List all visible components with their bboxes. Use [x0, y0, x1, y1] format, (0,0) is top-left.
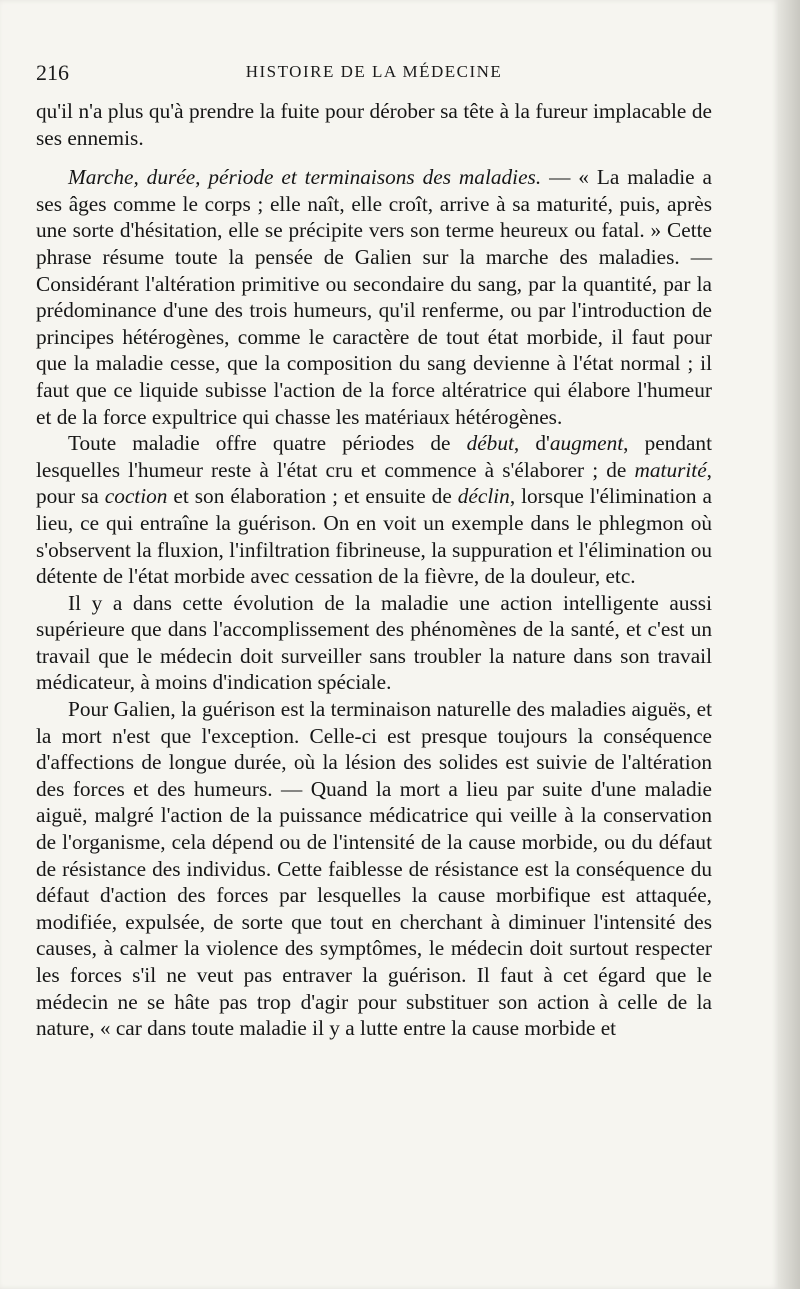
text-run: et son élaboration ; et ensuite de [167, 484, 458, 509]
paragraph-continuation: qu'il n'a plus qu'à prendre la fuite pour dérober sa tête à la fureur implacable de ses ennemis. [36, 99, 712, 150]
paragraph-evolution: Il y a dans cette évolution de la maladie une action intelligente aussi supérieure que dans l'accomplissement des phénomènes de la santé, et c'est un travail que le médecin doit surveiller sans troubler la nature dans son travail médicateur, à moins d'indication spéciale. [36, 590, 712, 695]
page-edge [778, 0, 800, 1289]
running-title: HISTOIRE DE LA MÉDECINE [245, 62, 503, 81]
page-header [36, 60, 712, 90]
paragraph-marche [36, 164, 712, 430]
page-number: 216 [36, 60, 69, 85]
body-text [36, 98, 712, 1042]
text-run: , pendant lesquelles l'humeur reste à l'état cru et commence à s'élaborer ; de [36, 431, 712, 482]
paragraph-galien: Pour Galien, la guérison est la terminaison naturelle des maladies aiguës, et la mort n'est que l'exception. Celle-ci est presque toujours la conséquence d'affections de longue durée, où la lésion des solides est suivie de l'altération des forces et des humeurs. — Quand la mort a lieu par suite d'une maladie aiguë, malgré l'action de la puissance médicatrice qui veille à la conservation de l'organisme, cela dépend ou de l'intensité de la cause morbide, ou du défaut de résistance des individus. Cette faiblesse de résistance est la conséquence du défaut d'action des forces par lesquelles la cause morbifique est attaquée, modifiée, expulsée, de sorte que tout en cherchant à diminuer l'intensité des causes, à calmer la violence des symptômes, le médecin doit surtout respecter les forces s'il ne veut pas entraver la guérison. Il faut à cet égard que le médecin ne se hâte pas trop d'agir pour substituer son action à celle de la nature, « car dans toute maladie il y a lutte entre la cause morbide et [36, 697, 712, 1041]
text-run: , d' [513, 431, 550, 456]
text-run: Toute maladie offre quatre périodes de [68, 431, 467, 456]
text-run: , lorsque l'élimination a lieu, ce qui entraîne la guérison. On en voit un exemple dans le phlegmon où s'observent la fluxion, l'infiltration fibrineuse, la suppuration et l'élimination ou détente de l'état morbide avec cessation de la fièvre, de la douleur, etc. [36, 484, 712, 589]
italic-term: coction [104, 484, 168, 509]
italic-term: début [466, 431, 514, 456]
text-run: , pour sa [36, 457, 712, 509]
paragraph-text: — « La maladie a ses âges comme le corps ; elle naît, elle croît, arrive à sa maturité, puis, après une sorte d'hésitation, elle se précipite vers son terme heureux ou fatal. » Cette phrase résume toute la pensée de Galien sur la marche des maladies. — Considérant l'altération primitive ou secondaire du sang, par la quantité, par la prédominance d'une des trois humeurs, qu'il renferme, ou par l'introduction de principes hétérogènes, comme le caractère de tout état morbide, il faut pour que la maladie cesse, que la composition du sang devienne à l'état normal ; il faut que ce liquide subisse l'action de la force altératrice qui élabore l'humeur et de la force expultrice qui chasse les matériaux hétérogènes. [36, 165, 712, 429]
italic-term: déclin [457, 484, 510, 509]
section-heading: Marche, durée, période et terminaisons des maladies. [68, 165, 542, 190]
italic-term: maturité [634, 457, 707, 482]
paragraph-periodes [36, 430, 712, 590]
italic-term: augment [549, 431, 624, 456]
